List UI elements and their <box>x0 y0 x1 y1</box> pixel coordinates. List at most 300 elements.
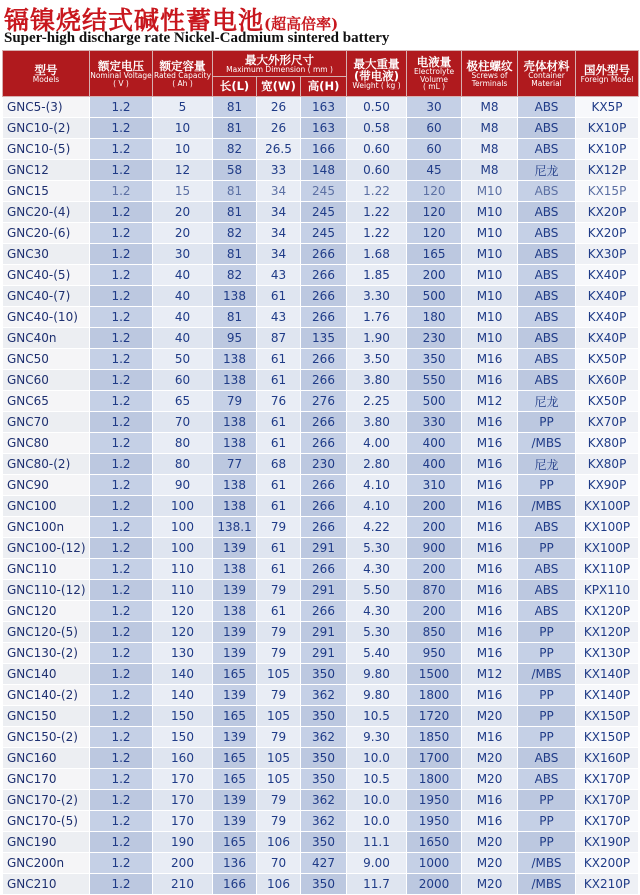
table-row <box>3 580 639 601</box>
height-cell: 427 <box>301 853 347 874</box>
width-cell: 105 <box>257 748 301 769</box>
weight-cell: 11.7 <box>347 874 407 895</box>
capacity-cell: 150 <box>153 727 213 748</box>
height-cell: 266 <box>301 370 347 391</box>
terminal-cell: M16 <box>462 370 518 391</box>
voltage-cell: 1.2 <box>90 664 153 685</box>
terminal-cell: M16 <box>462 727 518 748</box>
model-cell: GNC160 <box>3 748 90 769</box>
voltage-cell: 1.2 <box>90 706 153 727</box>
terminal-cell: M20 <box>462 769 518 790</box>
terminal-cell: M10 <box>462 265 518 286</box>
height-cell: 245 <box>301 181 347 202</box>
terminal-cell: M16 <box>462 517 518 538</box>
voltage-cell: 1.2 <box>90 559 153 580</box>
container-cell: ABS <box>518 223 576 244</box>
width-cell: 34 <box>257 244 301 265</box>
voltage-cell: 1.2 <box>90 517 153 538</box>
model-cell: GNC90 <box>3 475 90 496</box>
terminal-cell: M16 <box>462 685 518 706</box>
height-cell: 276 <box>301 391 347 412</box>
container-cell: PP <box>518 622 576 643</box>
length-cell: 138 <box>213 475 257 496</box>
height-cell: 350 <box>301 706 347 727</box>
weight-cell: 1.22 <box>347 223 407 244</box>
model-cell: GNC20-(6) <box>3 223 90 244</box>
foreign-model-cell: KX40P <box>576 265 639 286</box>
container-cell: ABS <box>518 97 576 118</box>
width-cell: 61 <box>257 559 301 580</box>
length-cell: 139 <box>213 790 257 811</box>
weight-cell: 3.80 <box>347 370 407 391</box>
container-cell: 尼龙 <box>518 160 576 181</box>
electrolyte-cell: 2000 <box>407 874 462 895</box>
table-row <box>3 517 639 538</box>
length-cell: 81 <box>213 118 257 139</box>
weight-cell: 10.0 <box>347 748 407 769</box>
table-row <box>3 139 639 160</box>
voltage-cell: 1.2 <box>90 538 153 559</box>
width-cell: 79 <box>257 811 301 832</box>
header-electrolyte: 电液量 Electrolyte Volume ( mL ) <box>407 51 462 97</box>
length-cell: 139 <box>213 811 257 832</box>
electrolyte-cell: 550 <box>407 370 462 391</box>
capacity-cell: 10 <box>153 139 213 160</box>
header-foreign-model: 国外型号 Foreign Model <box>576 51 639 97</box>
terminal-cell: M10 <box>462 202 518 223</box>
length-cell: 138 <box>213 349 257 370</box>
table-row <box>3 181 639 202</box>
height-cell: 266 <box>301 307 347 328</box>
width-cell: 70 <box>257 853 301 874</box>
container-cell: PP <box>518 832 576 853</box>
weight-cell: 9.30 <box>347 727 407 748</box>
foreign-model-cell: KX80P <box>576 454 639 475</box>
container-cell: ABS <box>518 559 576 580</box>
foreign-model-cell: KX200P <box>576 853 639 874</box>
capacity-cell: 30 <box>153 244 213 265</box>
terminal-cell: M16 <box>462 559 518 580</box>
electrolyte-cell: 870 <box>407 580 462 601</box>
electrolyte-cell: 1800 <box>407 685 462 706</box>
table-row <box>3 559 639 580</box>
model-cell: GNC80-(2) <box>3 454 90 475</box>
height-cell: 166 <box>301 139 347 160</box>
electrolyte-cell: 60 <box>407 118 462 139</box>
voltage-cell: 1.2 <box>90 160 153 181</box>
capacity-cell: 15 <box>153 181 213 202</box>
model-cell: GNC100n <box>3 517 90 538</box>
width-cell: 34 <box>257 223 301 244</box>
container-cell: /MBS <box>518 874 576 895</box>
weight-cell: 2.25 <box>347 391 407 412</box>
voltage-cell: 1.2 <box>90 580 153 601</box>
foreign-model-cell: KX40P <box>576 286 639 307</box>
width-cell: 34 <box>257 181 301 202</box>
weight-cell: 5.30 <box>347 622 407 643</box>
container-cell: ABS <box>518 139 576 160</box>
foreign-model-cell: KX5P <box>576 97 639 118</box>
weight-cell: 9.80 <box>347 685 407 706</box>
container-cell: ABS <box>518 202 576 223</box>
terminal-cell: M10 <box>462 181 518 202</box>
length-cell: 165 <box>213 832 257 853</box>
electrolyte-cell: 30 <box>407 97 462 118</box>
electrolyte-cell: 1000 <box>407 853 462 874</box>
capacity-cell: 100 <box>153 517 213 538</box>
foreign-model-cell: KX20P <box>576 223 639 244</box>
model-cell: GNC40-(7) <box>3 286 90 307</box>
foreign-model-cell: KX210P <box>576 874 639 895</box>
model-cell: GNC150-(2) <box>3 727 90 748</box>
container-cell: ABS <box>518 370 576 391</box>
voltage-cell: 1.2 <box>90 244 153 265</box>
table-row <box>3 223 639 244</box>
length-cell: 77 <box>213 454 257 475</box>
terminal-cell: M16 <box>462 454 518 475</box>
electrolyte-cell: 1850 <box>407 727 462 748</box>
capacity-cell: 10 <box>153 118 213 139</box>
electrolyte-cell: 45 <box>407 160 462 181</box>
capacity-cell: 120 <box>153 601 213 622</box>
electrolyte-cell: 180 <box>407 307 462 328</box>
container-cell: PP <box>518 685 576 706</box>
table-row <box>3 622 639 643</box>
table-row <box>3 874 639 895</box>
table-row <box>3 748 639 769</box>
container-cell: PP <box>518 643 576 664</box>
length-cell: 81 <box>213 97 257 118</box>
voltage-cell: 1.2 <box>90 790 153 811</box>
voltage-cell: 1.2 <box>90 265 153 286</box>
length-cell: 79 <box>213 391 257 412</box>
model-cell: GNC50 <box>3 349 90 370</box>
model-cell: GNC130-(2) <box>3 643 90 664</box>
model-cell: GNC30 <box>3 244 90 265</box>
width-cell: 26 <box>257 118 301 139</box>
capacity-cell: 20 <box>153 202 213 223</box>
container-cell: ABS <box>518 244 576 265</box>
voltage-cell: 1.2 <box>90 139 153 160</box>
terminal-cell: M16 <box>462 601 518 622</box>
model-cell: GNC170-(2) <box>3 790 90 811</box>
weight-cell: 5.50 <box>347 580 407 601</box>
height-cell: 245 <box>301 202 347 223</box>
capacity-cell: 5 <box>153 97 213 118</box>
table-row <box>3 412 639 433</box>
container-cell: PP <box>518 412 576 433</box>
height-cell: 350 <box>301 664 347 685</box>
terminal-cell: M12 <box>462 664 518 685</box>
model-cell: GNC100 <box>3 496 90 517</box>
height-cell: 163 <box>301 97 347 118</box>
foreign-model-cell: KX80P <box>576 433 639 454</box>
capacity-cell: 80 <box>153 433 213 454</box>
model-cell: GNC70 <box>3 412 90 433</box>
battery-spec-table <box>2 50 639 895</box>
weight-cell: 0.60 <box>347 139 407 160</box>
electrolyte-cell: 400 <box>407 454 462 475</box>
voltage-cell: 1.2 <box>90 391 153 412</box>
foreign-model-cell: KX90P <box>576 475 639 496</box>
electrolyte-cell: 1500 <box>407 664 462 685</box>
table-row <box>3 727 639 748</box>
title-main: 镉镍烧结式碱性蓄电池 <box>4 6 265 35</box>
voltage-cell: 1.2 <box>90 496 153 517</box>
height-cell: 291 <box>301 580 347 601</box>
model-cell: GNC12 <box>3 160 90 181</box>
foreign-model-cell: KX10P <box>576 118 639 139</box>
container-cell: /MBS <box>518 496 576 517</box>
model-cell: GNC190 <box>3 832 90 853</box>
width-cell: 105 <box>257 769 301 790</box>
table-row <box>3 538 639 559</box>
electrolyte-cell: 850 <box>407 622 462 643</box>
terminal-cell: M20 <box>462 706 518 727</box>
terminal-cell: M10 <box>462 286 518 307</box>
length-cell: 139 <box>213 580 257 601</box>
voltage-cell: 1.2 <box>90 748 153 769</box>
height-cell: 350 <box>301 769 347 790</box>
header-length: 长(L) <box>213 77 257 97</box>
model-cell: GNC60 <box>3 370 90 391</box>
table-row <box>3 118 639 139</box>
container-cell: PP <box>518 706 576 727</box>
voltage-cell: 1.2 <box>90 601 153 622</box>
terminal-cell: M10 <box>462 328 518 349</box>
terminal-cell: M8 <box>462 118 518 139</box>
table-body <box>3 97 639 895</box>
electrolyte-cell: 1950 <box>407 811 462 832</box>
length-cell: 139 <box>213 727 257 748</box>
terminal-cell: M20 <box>462 832 518 853</box>
weight-cell: 9.80 <box>347 664 407 685</box>
width-cell: 26.5 <box>257 139 301 160</box>
capacity-cell: 40 <box>153 265 213 286</box>
weight-cell: 10.5 <box>347 769 407 790</box>
weight-cell: 4.10 <box>347 496 407 517</box>
length-cell: 165 <box>213 748 257 769</box>
table-row <box>3 307 639 328</box>
table-row <box>3 97 639 118</box>
container-cell: ABS <box>518 307 576 328</box>
voltage-cell: 1.2 <box>90 454 153 475</box>
weight-cell: 1.22 <box>347 202 407 223</box>
height-cell: 266 <box>301 433 347 454</box>
capacity-cell: 140 <box>153 685 213 706</box>
length-cell: 82 <box>213 139 257 160</box>
table-row <box>3 685 639 706</box>
electrolyte-cell: 900 <box>407 538 462 559</box>
page-title-en: Super-high discharge rate Nickel-Cadmium sintered battery <box>4 30 390 46</box>
terminal-cell: M16 <box>462 538 518 559</box>
header-model: 型号 Models <box>3 51 90 97</box>
foreign-model-cell: KX140P <box>576 685 639 706</box>
electrolyte-cell: 230 <box>407 328 462 349</box>
capacity-cell: 120 <box>153 622 213 643</box>
voltage-cell: 1.2 <box>90 118 153 139</box>
weight-cell: 5.40 <box>347 643 407 664</box>
foreign-model-cell: KX40P <box>576 328 639 349</box>
foreign-model-cell: KX170P <box>576 811 639 832</box>
terminal-cell: M20 <box>462 874 518 895</box>
height-cell: 291 <box>301 538 347 559</box>
container-cell: /MBS <box>518 853 576 874</box>
terminal-cell: M10 <box>462 223 518 244</box>
foreign-model-cell: KX10P <box>576 139 639 160</box>
capacity-cell: 40 <box>153 307 213 328</box>
voltage-cell: 1.2 <box>90 433 153 454</box>
length-cell: 138 <box>213 286 257 307</box>
terminal-cell: M8 <box>462 139 518 160</box>
weight-cell: 10.0 <box>347 811 407 832</box>
width-cell: 106 <box>257 874 301 895</box>
table-row <box>3 601 639 622</box>
capacity-cell: 100 <box>153 538 213 559</box>
weight-cell: 3.50 <box>347 349 407 370</box>
electrolyte-cell: 120 <box>407 223 462 244</box>
page-title-cn <box>4 1 339 35</box>
voltage-cell: 1.2 <box>90 412 153 433</box>
weight-cell: 3.30 <box>347 286 407 307</box>
capacity-cell: 150 <box>153 706 213 727</box>
width-cell: 79 <box>257 727 301 748</box>
length-cell: 165 <box>213 706 257 727</box>
table-row <box>3 160 639 181</box>
foreign-model-cell: KX160P <box>576 748 639 769</box>
header-weight: 最大重量 (带电液) Weight ( kg ) <box>347 51 407 97</box>
height-cell: 362 <box>301 727 347 748</box>
table-row <box>3 265 639 286</box>
width-cell: 43 <box>257 265 301 286</box>
voltage-cell: 1.2 <box>90 202 153 223</box>
length-cell: 165 <box>213 664 257 685</box>
table-row <box>3 328 639 349</box>
terminal-cell: M16 <box>462 412 518 433</box>
width-cell: 61 <box>257 286 301 307</box>
model-cell: GNC100-(12) <box>3 538 90 559</box>
container-cell: PP <box>518 475 576 496</box>
weight-cell: 4.30 <box>347 601 407 622</box>
model-cell: GNC210 <box>3 874 90 895</box>
width-cell: 79 <box>257 685 301 706</box>
capacity-cell: 140 <box>153 664 213 685</box>
width-cell: 33 <box>257 160 301 181</box>
model-cell: GNC140-(2) <box>3 685 90 706</box>
model-cell: GNC200n <box>3 853 90 874</box>
terminal-cell: M16 <box>462 349 518 370</box>
width-cell: 76 <box>257 391 301 412</box>
weight-cell: 1.22 <box>347 181 407 202</box>
table-row <box>3 496 639 517</box>
electrolyte-cell: 200 <box>407 265 462 286</box>
weight-cell: 9.00 <box>347 853 407 874</box>
capacity-cell: 12 <box>153 160 213 181</box>
table-row <box>3 244 639 265</box>
foreign-model-cell: KX170P <box>576 769 639 790</box>
weight-cell: 0.50 <box>347 97 407 118</box>
width-cell: 79 <box>257 643 301 664</box>
voltage-cell: 1.2 <box>90 643 153 664</box>
foreign-model-cell: KX150P <box>576 727 639 748</box>
length-cell: 58 <box>213 160 257 181</box>
container-cell: ABS <box>518 580 576 601</box>
length-cell: 138 <box>213 559 257 580</box>
weight-cell: 1.90 <box>347 328 407 349</box>
height-cell: 362 <box>301 790 347 811</box>
model-cell: GNC120 <box>3 601 90 622</box>
width-cell: 79 <box>257 622 301 643</box>
model-cell: GNC10-(5) <box>3 139 90 160</box>
voltage-cell: 1.2 <box>90 349 153 370</box>
model-cell: GNC40-(5) <box>3 265 90 286</box>
weight-cell: 1.85 <box>347 265 407 286</box>
voltage-cell: 1.2 <box>90 328 153 349</box>
container-cell: ABS <box>518 328 576 349</box>
voltage-cell: 1.2 <box>90 685 153 706</box>
electrolyte-cell: 1800 <box>407 769 462 790</box>
weight-cell: 0.60 <box>347 160 407 181</box>
width-cell: 43 <box>257 307 301 328</box>
weight-cell: 3.80 <box>347 412 407 433</box>
width-cell: 61 <box>257 538 301 559</box>
length-cell: 165 <box>213 769 257 790</box>
electrolyte-cell: 1650 <box>407 832 462 853</box>
table-row <box>3 202 639 223</box>
capacity-cell: 200 <box>153 853 213 874</box>
height-cell: 350 <box>301 874 347 895</box>
container-cell: /MBS <box>518 433 576 454</box>
electrolyte-cell: 200 <box>407 517 462 538</box>
model-cell: GNC80 <box>3 433 90 454</box>
weight-cell: 0.58 <box>347 118 407 139</box>
width-cell: 61 <box>257 601 301 622</box>
header-container: 壳体材料 Container Material <box>518 51 576 97</box>
height-cell: 266 <box>301 601 347 622</box>
foreign-model-cell: KX120P <box>576 622 639 643</box>
foreign-model-cell: KX190P <box>576 832 639 853</box>
model-cell: GNC40n <box>3 328 90 349</box>
model-cell: GNC15 <box>3 181 90 202</box>
model-cell: GNC150 <box>3 706 90 727</box>
terminal-cell: M16 <box>462 643 518 664</box>
weight-cell: 2.80 <box>347 454 407 475</box>
capacity-cell: 110 <box>153 559 213 580</box>
terminal-cell: M20 <box>462 853 518 874</box>
capacity-cell: 65 <box>153 391 213 412</box>
container-cell: ABS <box>518 286 576 307</box>
table-row <box>3 643 639 664</box>
height-cell: 350 <box>301 748 347 769</box>
capacity-cell: 210 <box>153 874 213 895</box>
container-cell: ABS <box>518 118 576 139</box>
header-height: 高(H) <box>301 77 347 97</box>
weight-cell: 1.68 <box>347 244 407 265</box>
voltage-cell: 1.2 <box>90 223 153 244</box>
voltage-cell: 1.2 <box>90 286 153 307</box>
length-cell: 138 <box>213 433 257 454</box>
model-cell: GNC140 <box>3 664 90 685</box>
container-cell: ABS <box>518 265 576 286</box>
container-cell: PP <box>518 811 576 832</box>
width-cell: 106 <box>257 832 301 853</box>
weight-cell: 4.22 <box>347 517 407 538</box>
model-cell: GNC5-(3) <box>3 97 90 118</box>
electrolyte-cell: 1700 <box>407 748 462 769</box>
voltage-cell: 1.2 <box>90 622 153 643</box>
container-cell: /MBS <box>518 664 576 685</box>
foreign-model-cell: KX130P <box>576 643 639 664</box>
